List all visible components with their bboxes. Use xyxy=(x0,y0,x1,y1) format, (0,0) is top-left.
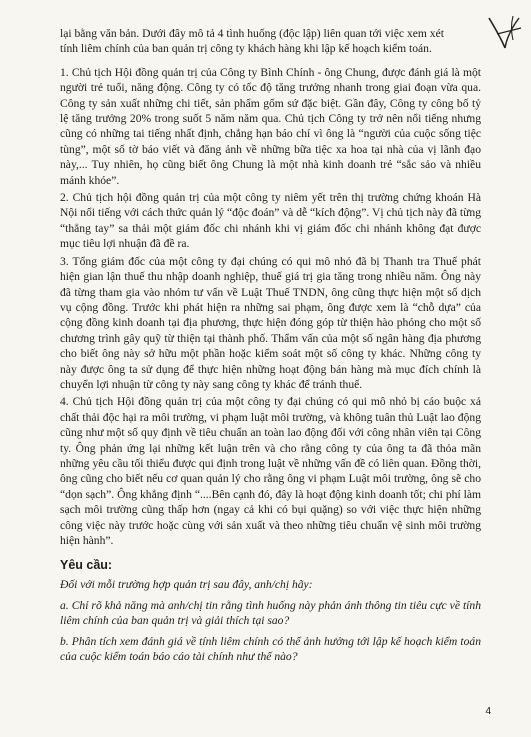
case-4: 4. Chủ tịch Hội đồng quản trị của một công ty đại chúng có qui mô nhỏ bị cáo buộc xả chất thải độc hại ra môi trường, vi phạm luật môi trường, và không tuân thủ Luật lao động cũng như một số quy định về tiêu chuẩn an toàn lao động đối với công nhân viên tại Công ty. Ông phản ứng lại những kết luận trên và cho rằng công ty của ông ta đã thỏa mãn những yêu cầu tối thiểu được qui định trong luật về những vấn đề có liên quan. Đồng thời, ông cũng cho biết nếu cơ quan quản lý cho rằng ông vi phạm Luật môi trường, ông sẽ cho “dọn sạch”. Ông khẳng định “....Bên cạnh đó, đây là hoạt động kinh doanh tốt; chi phí làm sạch môi trường cũng thấp hơn (ngay cả khi có bụi quặng) so với việc thực hiện những công việc này trước hoặc cùng với sản xuất và theo những tiêu chuẩn vệ sinh môi trường hiện hành”. xyxy=(60,395,481,547)
intro-line-2: tính liêm chính của ban quản trị công ty khách hàng khi lập kế hoạch kiểm toán. xyxy=(60,42,432,56)
requirements-heading: Yêu cầu: xyxy=(60,558,113,573)
case-3: 3. Tổng giám đốc của một công ty đại chúng có qui mô nhỏ đã bị Thanh tra Thuế phát hiện gian lận thuế thu nhập doanh nghiệp, thuế giá trị gia tăng trong nhiều năm. Ông này đã từng tham gia vào nhóm tư vấn về Luật Thuế TNDN, ông cũng thực hiện một số dịch vụ cộng đồng. Trước khi phát hiện ra những sai phạm, ông được xem là “chỗ dựa” của cộng đồng kinh doanh tại địa phương, thực hiện đóng góp từ thiện hào phóng cho một số chương trình gây quỹ từ thiện tại thành phố. Thẩm vấn của một số ngân hàng địa phương cho biết ông này sở hữu một phần hoặc kiểm soát một số công ty khác. Những công ty này được ông ta sử dụng để thực hiện những hoạt động bán hàng mà mục đích chính là chuyển lợi nhuận từ công ty này sang công ty khác để tránh thuế. xyxy=(60,254,481,391)
question-a: a. Chỉ rõ khả năng mà anh/chị tin rằng tình huống này phản ánh thông tin tiêu cực về tính liêm chính của ban quản trị và giải thích tại sao? xyxy=(60,598,481,628)
intro-paragraph xyxy=(60,26,481,57)
requirements-instruction: Đối với mỗi trường hợp quản trị sau đây, anh/chị hãy: xyxy=(60,578,313,592)
page-number: 4 xyxy=(485,706,491,717)
intro-line-1: lại bằng văn bản. Dưới đây mô tả 4 tình huống (độc lập) liên quan tới việc xem xét xyxy=(60,27,444,40)
handwritten-signature xyxy=(483,12,523,52)
question-b: b. Phân tích xem đánh giá về tính liêm chính có thể ảnh hưởng tới lập kế hoạch kiểm toán của cuộc kiểm toán báo cáo tài chính như thế nào? xyxy=(60,634,481,664)
case-1: 1. Chủ tịch Hội đồng quản trị của Công ty Bình Chính - ông Chung, được đánh giá là một người trẻ tuổi, năng động. Công ty có tốc độ tăng trưởng nhanh trong giai đoạn vừa qua. Công ty sản xuất những chi tiết, sản phẩm gốm sứ đặc biệt. Gần đây, Công ty công bố tỷ lệ tăng trưởng 20% trong suốt 5 năm năm qua. Chủ tịch Công ty trở nên nổi tiếng nhưng cũng có những tai tiếng nhất định, chẳng hạn báo chí vì ông là “người của cuộc sống tiệc tùng”, một số tờ báo viết và đăng ảnh về những bữa tiệc xa hoa tại nhà của vị lãnh đạo này,... Tuy nhiên, họ cũng biết ông Chung là một nhà kinh doanh trẻ “sắc sảo và nhiều mánh khóe”. xyxy=(60,65,481,187)
case-2: 2. Chủ tịch hội đồng quản trị của một công ty niêm yết trên thị trường chứng khoán Hà Nội nổi tiếng với cách thức quản lý “độc đoán” và dễ “kích động”. Vị chủ tịch này đã từng “thẳng tay” sa thải một giám đốc chi nhánh khi vị giám đốc chi nhánh không đạt được mục tiêu lợi nhuận đã đề ra. xyxy=(60,191,481,251)
